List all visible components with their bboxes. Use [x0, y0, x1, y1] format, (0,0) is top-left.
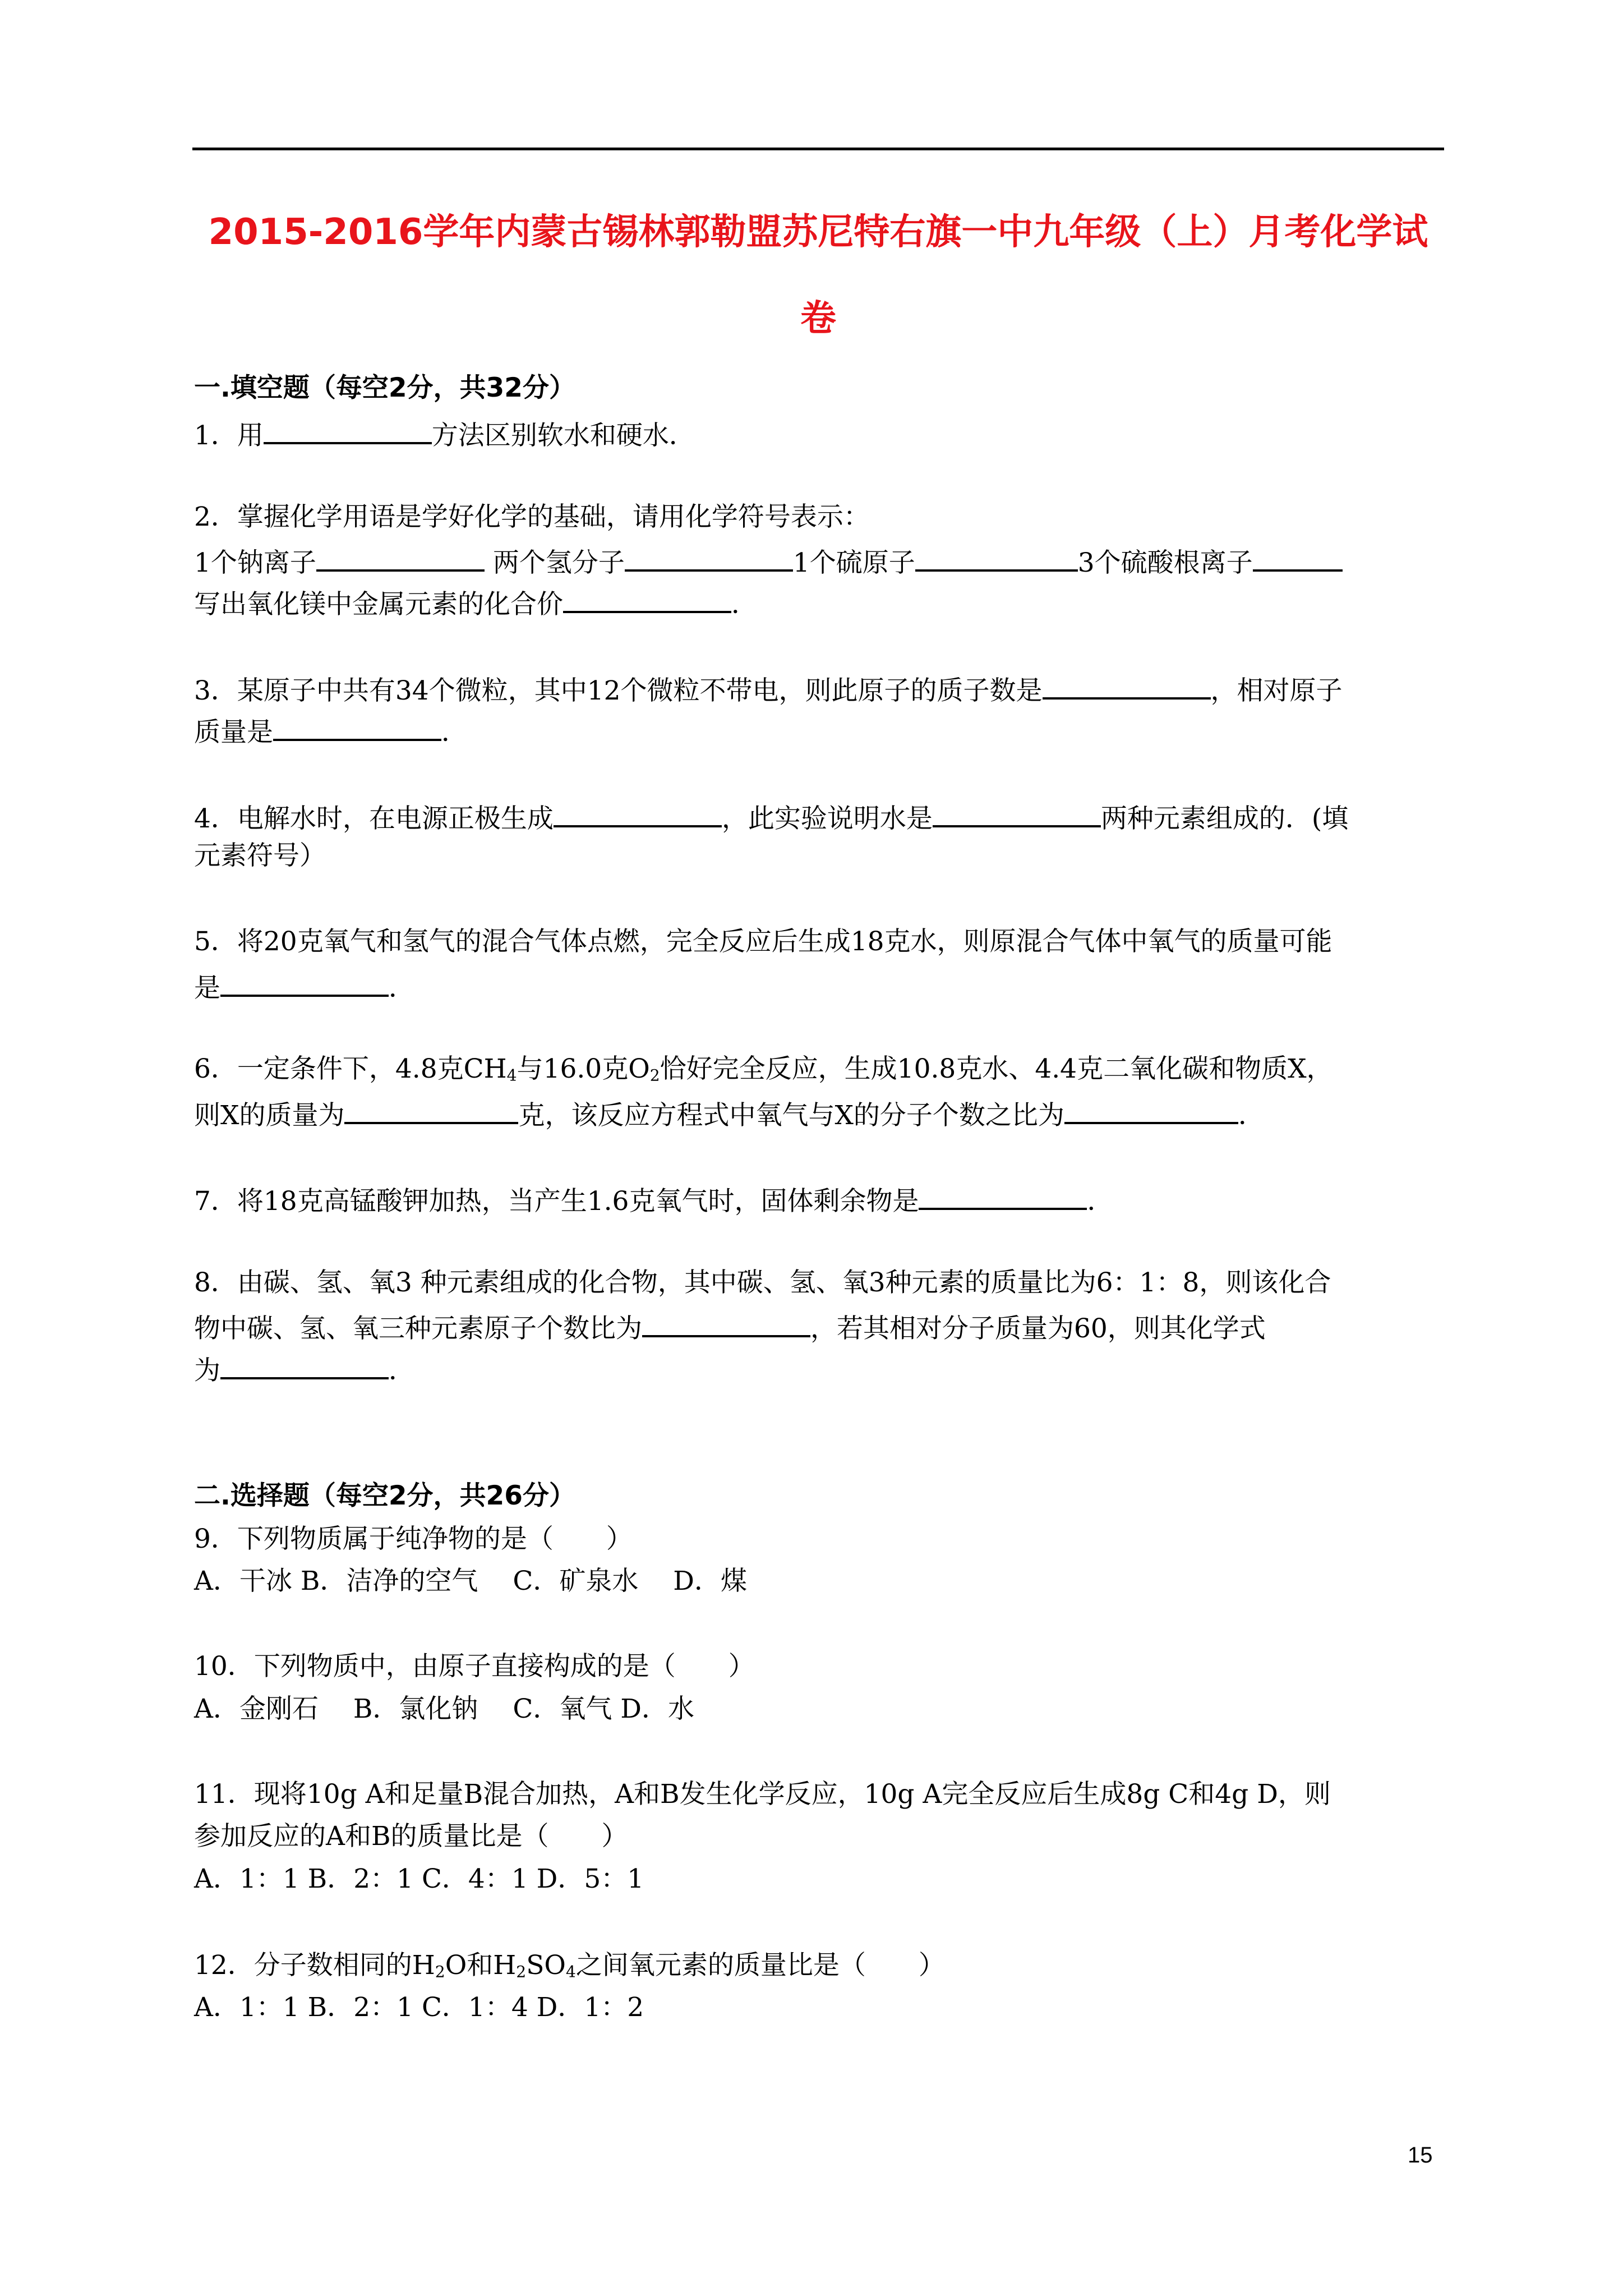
q1-text-b: 方法区别软水和硬水．: [431, 420, 695, 452]
q8-blank-1[interactable]: [642, 1311, 810, 1337]
q8-text-e: ．: [389, 1355, 415, 1387]
q12-sub-a: 2: [435, 1962, 445, 1981]
q12-text-b: O和H: [445, 1950, 517, 1981]
q7-blank[interactable]: [919, 1184, 1087, 1210]
q1-text-a: 1．用: [194, 420, 264, 452]
question-7: [194, 1184, 1114, 1217]
question-11-stem-2: 参加反应的A和B的质量比是（ ）: [194, 1821, 628, 1852]
q3-text-b: ，相对原子: [1210, 675, 1343, 707]
q5-text-b: 是: [194, 973, 220, 1004]
q2-end: ．: [731, 589, 758, 620]
q5-text-c: ．: [389, 973, 415, 1004]
q6-text-d: 则X的质量为: [194, 1100, 345, 1131]
question-9-stem: 9．下列物质属于纯净物的是（ ）: [194, 1524, 633, 1554]
q4-blank-2[interactable]: [933, 801, 1101, 827]
section2-heading: 二.选择题（每空2分，共26分）: [194, 1480, 575, 1511]
exam-title-line-1: 2015-2016学年内蒙古锡林郭勒盟苏尼特右旗一中九年级（上）月考化学试: [208, 211, 1428, 253]
question-11-stem-1: 11．现将10g A和足量B混合加热，A和B发生化学反应，10g A完全反应后生成8g C和4g D，则: [194, 1779, 1331, 1810]
q4-blank-1[interactable]: [554, 801, 722, 827]
q2-blank-4[interactable]: [1253, 545, 1343, 572]
question-5-line-1: 5．将20克氧气和氢气的混合气体点燃，完全反应后生成18克水，则原混合气体中氧气的质量可能: [194, 926, 1332, 957]
question-12-options: A．1：1 B．2：1 C．1：4 D．1：2: [194, 1992, 644, 2023]
q3-text-c: 质量是: [194, 717, 273, 748]
question-6-line-1: [194, 1053, 1333, 1085]
q6-blank-2[interactable]: [1064, 1098, 1238, 1124]
q5-blank[interactable]: [220, 970, 389, 997]
question-1: [194, 418, 695, 452]
q2-blank-2[interactable]: [625, 545, 793, 572]
q10-number: 10．: [194, 1651, 254, 1682]
q4-text-a: 4．电解水时，在电源正极生成: [194, 803, 554, 835]
q3-blank-1[interactable]: [1043, 673, 1211, 700]
q6-text-b: 与16.0克O: [517, 1053, 650, 1084]
q6-sub-a: 4: [506, 1066, 517, 1085]
q4-text-c: 两种元素组成的．(填: [1100, 803, 1349, 835]
q12-sub-c: 4: [565, 1962, 576, 1981]
question-11-options: A．1：1 B．2：1 C．4：1 D．5：1: [194, 1864, 644, 1894]
q2-blank-3[interactable]: [915, 545, 1078, 572]
exam-title-line-2: 卷: [800, 298, 836, 339]
q2-blank-1[interactable]: [316, 545, 485, 572]
q2-p2: 两个氢分子: [492, 547, 625, 579]
q7-text-b: ．: [1087, 1186, 1114, 1217]
question-8-line-1: 8．由碳、氢、氧3 种元素组成的化合物，其中碳、氢、氧3种元素的质量比为6：1：8，则该化合: [194, 1267, 1331, 1298]
q2-p3: 1个硫原子: [792, 547, 915, 579]
page-number: 15: [1408, 2143, 1433, 2168]
q12-text-a: 12．分子数相同的H: [194, 1950, 435, 1981]
q4-text-b: ，此实验说明水是: [721, 803, 933, 835]
question-3-line-1: [194, 673, 1343, 707]
q8-text-c: ，若其相对分子质量为60，则其化学式: [810, 1313, 1266, 1345]
question-10-options: A．金刚石 B．氯化钠 C．氧气 D．水: [194, 1694, 694, 1724]
question-8-line-3: [194, 1353, 415, 1387]
q2-p1: 1个钠离子: [194, 547, 316, 579]
q3-text-a: 3．某原子中共有34个微粒，其中12个微粒不带电，则此原子的质子数是: [194, 675, 1043, 707]
q12-text-d: 之间氧元素的质量比是（ ）: [575, 1950, 945, 1981]
q2-p4: 3个硫酸根离子: [1077, 547, 1253, 579]
q2-blank-5[interactable]: [563, 587, 731, 613]
q6-text-f: ．: [1238, 1100, 1265, 1131]
question-6-line-2: [194, 1098, 1265, 1129]
question-10-stem: [194, 1653, 755, 1680]
q7-text-a: 7．将18克高锰酸钾加热，当产生1.6克氧气时，固体剩余物是: [194, 1186, 919, 1217]
q8-blank-2[interactable]: [220, 1353, 389, 1379]
q8-text-d: 为: [194, 1355, 220, 1387]
section1-heading: 一.填空题（每空2分，共32分）: [194, 372, 575, 403]
q1-blank[interactable]: [264, 418, 432, 444]
q6-sub-b: 2: [649, 1066, 660, 1085]
question-2-line-2: [194, 545, 1343, 579]
question-2-line-1: 2．掌握化学用语是学好化学的基础，请用化学符号表示：: [194, 501, 870, 532]
top-rule: [192, 148, 1444, 150]
q6-text-c: 恰好完全反应，生成10.8克水、4.4克二氧化碳和物质X，: [660, 1053, 1333, 1084]
question-5-line-2: [194, 970, 415, 1004]
q3-blank-2[interactable]: [273, 715, 441, 741]
question-12-stem: [194, 1952, 945, 1980]
q12-sub-b: 2: [516, 1962, 527, 1981]
question-4-line-2: 元素符号）: [194, 840, 326, 871]
q8-text-b: 物中碳、氢、氧三种元素原子个数比为: [194, 1313, 642, 1345]
q2-p5: 写出氧化镁中金属元素的化合价: [194, 589, 563, 620]
q10-text: 下列物质中，由原子直接构成的是（ ）: [253, 1651, 755, 1682]
question-2-line-3: [194, 587, 758, 618]
question-8-line-2: [194, 1311, 1266, 1345]
question-4-line-1: [194, 801, 1349, 835]
q6-text-a: 6．一定条件下，4.8克CH: [194, 1053, 507, 1084]
q3-text-d: ．: [441, 717, 468, 748]
q12-text-c: SO: [526, 1950, 566, 1981]
q6-blank-1[interactable]: [344, 1098, 518, 1124]
question-3-line-2: [194, 715, 468, 746]
question-9-options: A．干冰 B．洁净的空气 C．矿泉水 D．煤: [194, 1566, 747, 1596]
q6-text-e: 克，该反应方程式中氧气与X的分子个数之比为: [518, 1100, 1064, 1131]
